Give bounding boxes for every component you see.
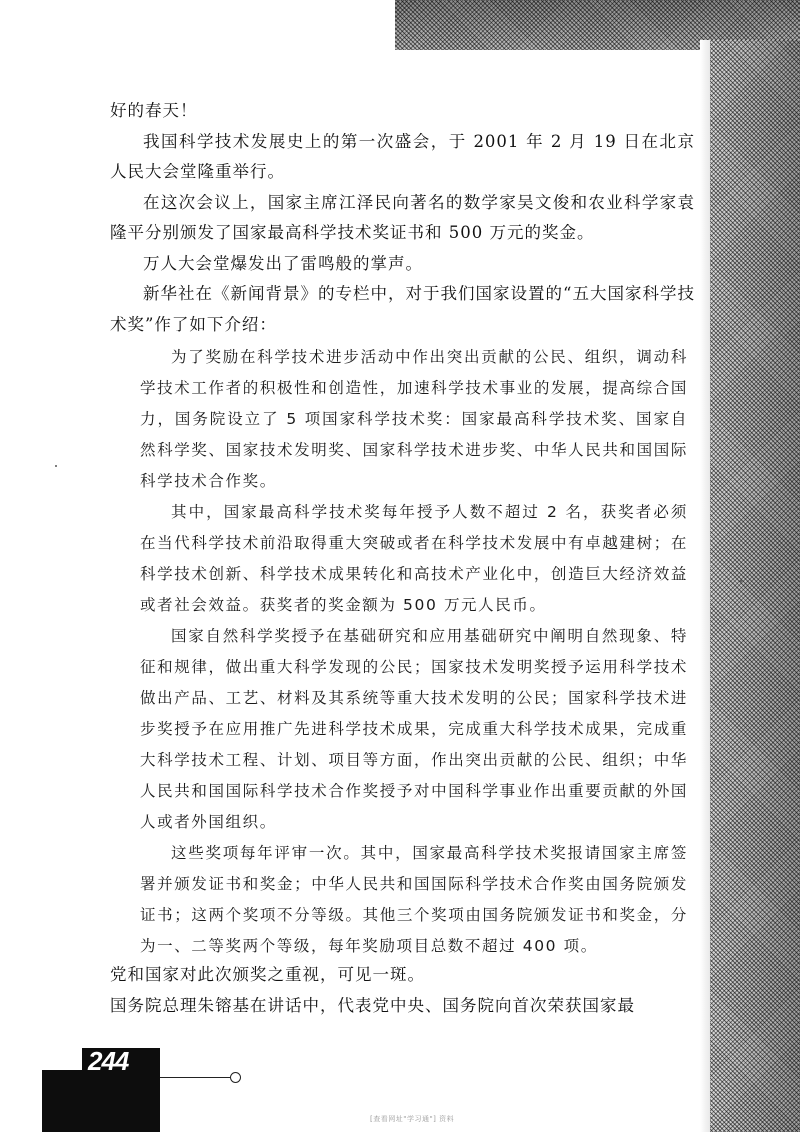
paragraph-opening: 好的春天！ [110,101,198,120]
paragraph-award: 在这次会议上，国家主席江泽民向著名的数学家吴文俊和农业科学家袁隆平分别颁发了国家最高科学技术奖证书和 500 万元的奖金。 [110,192,695,242]
footer-circle-icon [230,1072,241,1083]
quote-paragraph-3: 国家自然科学奖授予在基础研究和应用基础研究中阐明自然现象、特征和规律，做出重大科学发现的公民；国家技术发明奖授予运用科学技术做出产品、工艺、材料及其系统等重大技术发明的公民；国家科学技术进步奖授予在应用推广先进科学技术成果，完成重大科学技术成果，完成重大科学技术工程、计划、项目等方面，作出突出贡献的公民、组织；中华人民共和国国际科学技术合作奖授予对中国科学事业作出重要贡献的外国人或者外国组织。 [140,627,688,831]
quoted-block [140,342,688,962]
paragraph-applause: 万人大会堂爆发出了雷鸣般的掌声。 [143,253,423,273]
intro-text [110,96,695,340]
scan-speck [740,580,742,582]
watermark: [查看网址"学习通"] 资料 [370,1115,455,1123]
page-number: 244 [88,1046,129,1076]
scan-speck [55,465,57,467]
footer-bar-notch [42,1048,82,1070]
quote-paragraph-2: 其中，国家最高科学技术奖每年授予人数不超过 2 名，获奖者必须在当代科学技术前沿取得重大突破或者在科学技术发展中有卓越建树；在科学技术创新、科学技术成果转化和高技术产业化中，创造巨大经济效益或者社会效益。获奖者的奖金额为 500 万元人民币。 [140,503,688,614]
page-edge [700,40,710,1132]
paragraph-xinhua: 新华社在《新闻背景》的专栏中，对于我们国家设置的“五大国家科学技术奖”作了如下介绍： [110,284,695,334]
quote-paragraph-1: 为了奖励在科学技术进步活动中作出突出贡献的公民、组织，调动科学技术工作者的积极性和创造性，加速科学技术事业的发展，提高综合国力，国务院设立了 5 项国家科学技术奖：国家最高科学技术奖、国家自然科学奖、国家技术发明奖、国家科学技术进步奖、中华人民共和国国际科学技术合作奖。 [140,348,688,490]
paragraph-premier: 国务院总理朱镕基在讲话中，代表党中央、国务院向首次荣获国家最 [110,995,635,1015]
footer-rule [160,1077,232,1078]
paragraph-importance: 党和国家对此次颁奖之重视，可见一斑。 [110,965,425,984]
paragraph-event: 我国科学技术发展史上的第一次盛会，于 2001 年 2 月 19 日在北京人民大会堂隆重举行。 [110,131,695,181]
closing-text [110,960,695,1021]
quote-paragraph-4: 这些奖项每年评审一次。其中，国家最高科学技术奖报请国家主席签署并颁发证书和奖金；中华人民共和国国际科学技术合作奖由国务院颁发证书；这两个奖项不分等级。其他三个奖项由国务院颁发证书和奖金，分为一、二等奖两个等级，每年奖励项目总数不超过 400 项。 [140,844,688,955]
scan-noise-right [708,40,800,1132]
